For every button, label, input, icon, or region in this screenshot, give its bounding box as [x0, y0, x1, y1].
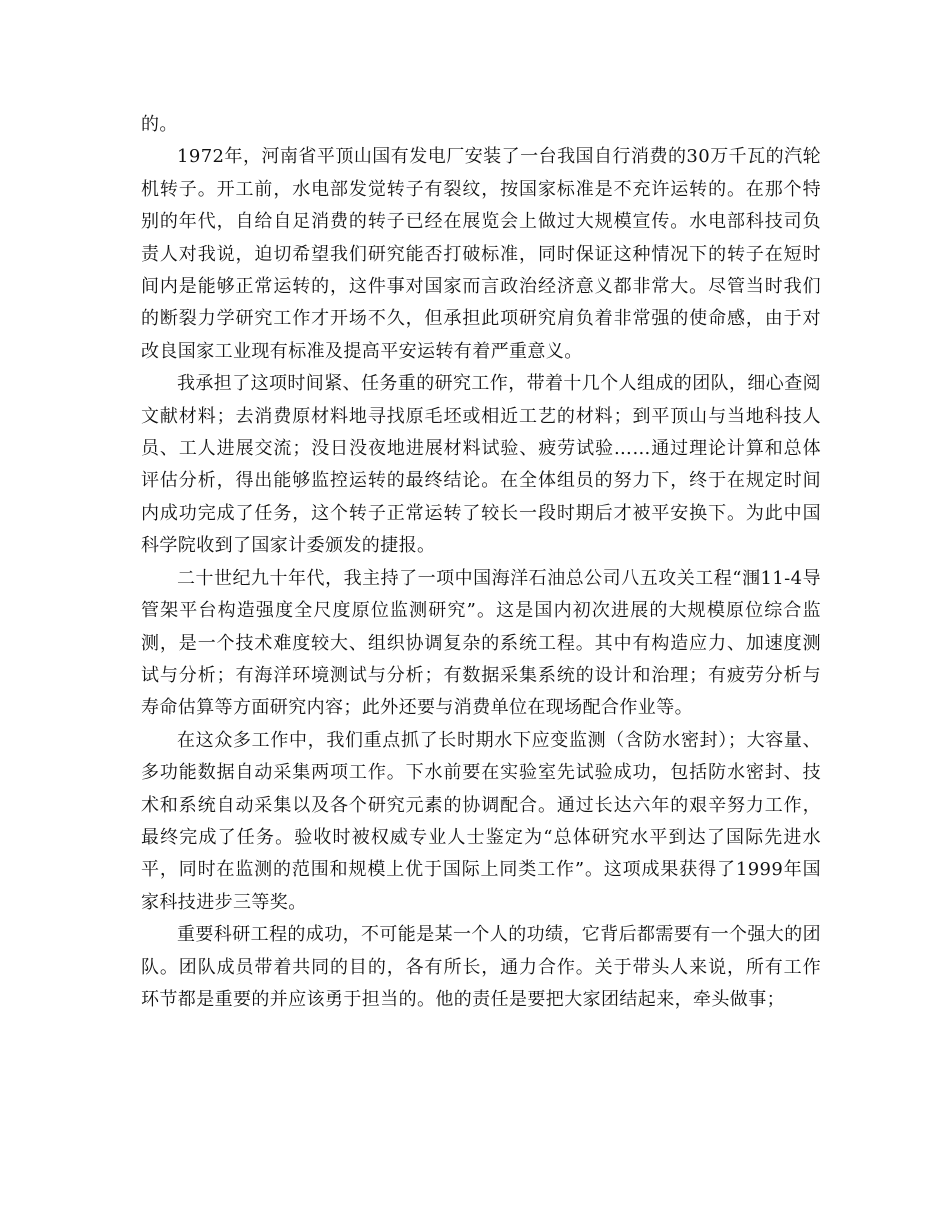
paragraph-1972-turbine-rotor: 1972年，河南省平顶山国有发电厂安装了一台我国自行消费的30万千瓦的汽轮机转子。开工前，水电部发觉转子有裂纹，按国家标准是不充许运转的。在那个特别的年代，自给自足消费的转子已经在展览会上做过大规模宣传。水电部科技司负责人对我说，迫切希望我们研究能否打破标准，同时保证这种情况下的转子在短时间内是能够正常运转的，这件事对国家而言政治经济意义都非常大。尽管当时我们的断裂力学研究工作才开场不久，但承担此项研究肩负着非常强的使命感，由于对改良国家工业现有标准及提高平安运转有着严重意义。	[141, 146, 821, 362]
paragraph-continuation: 的。	[141, 114, 178, 135]
paragraph-team-success: 重要科研工程的成功，不可能是某一个人的功绩，它背后都需要有一个强大的团队。团队成员带着共同的目的，各有所长，通力合作。关于带头人来说，所有工作环节都是重要的并应该勇于担当的。他的责任是要把大家团结起来，牵头做事；	[141, 924, 821, 1010]
paragraph-offshore-platform-monitoring: 二十世纪九十年代，我主持了一项中国海洋石油总公司八五攻关工程“涠11-4导管架平台构造强度全尺度原位监测研究”。这是国内初次进展的大规模原位综合监测，是一个技术难度较大、组织协调复杂的系统工程。其中有构造应力、加速度测试与分析；有海洋环境测试与分析；有数据采集系统的设计和治理；有疲劳分析与寿命估算等方面研究内容；此外还要与消费单位在现场配合作业等。	[141, 567, 821, 719]
paragraph-research-team: 我承担了这项时间紧、任务重的研究工作，带着十几个人组成的团队，细心查阅文献材料；去消费原材料地寻找原毛坯或相近工艺的材料；到平顶山与当地科技人员、工人进展交流；没日没夜地进展材料试验、疲劳试验……通过理论计算和总体评估分析，得出能够监控运转的最终结论。在全体组员的努力下，终于在规定时间内成功完成了任务，这个转子正常运转了较长一段时期后才被平安换下。为此中国科学院收到了国家计委颁发的捷报。	[141, 373, 821, 557]
paragraph-underwater-strain-monitoring: 在这众多工作中，我们重点抓了长时期水下应变监测（含防水密封）；大容量、多功能数据自动采集两项工作。下水前要在实验室先试验成功，包括防水密封、技术和系统自动采集以及各个研究元素的协调配合。通过长达六年的艰辛努力工作，最终完成了任务。验收时被权威专业人士鉴定为“总体研究水平到达了国际先进水平，同时在监测的范围和规模上优于国际上同类工作”。这项成果获得了1999年国家科技进步三等奖。	[141, 729, 821, 913]
document-body	[141, 109, 821, 1016]
